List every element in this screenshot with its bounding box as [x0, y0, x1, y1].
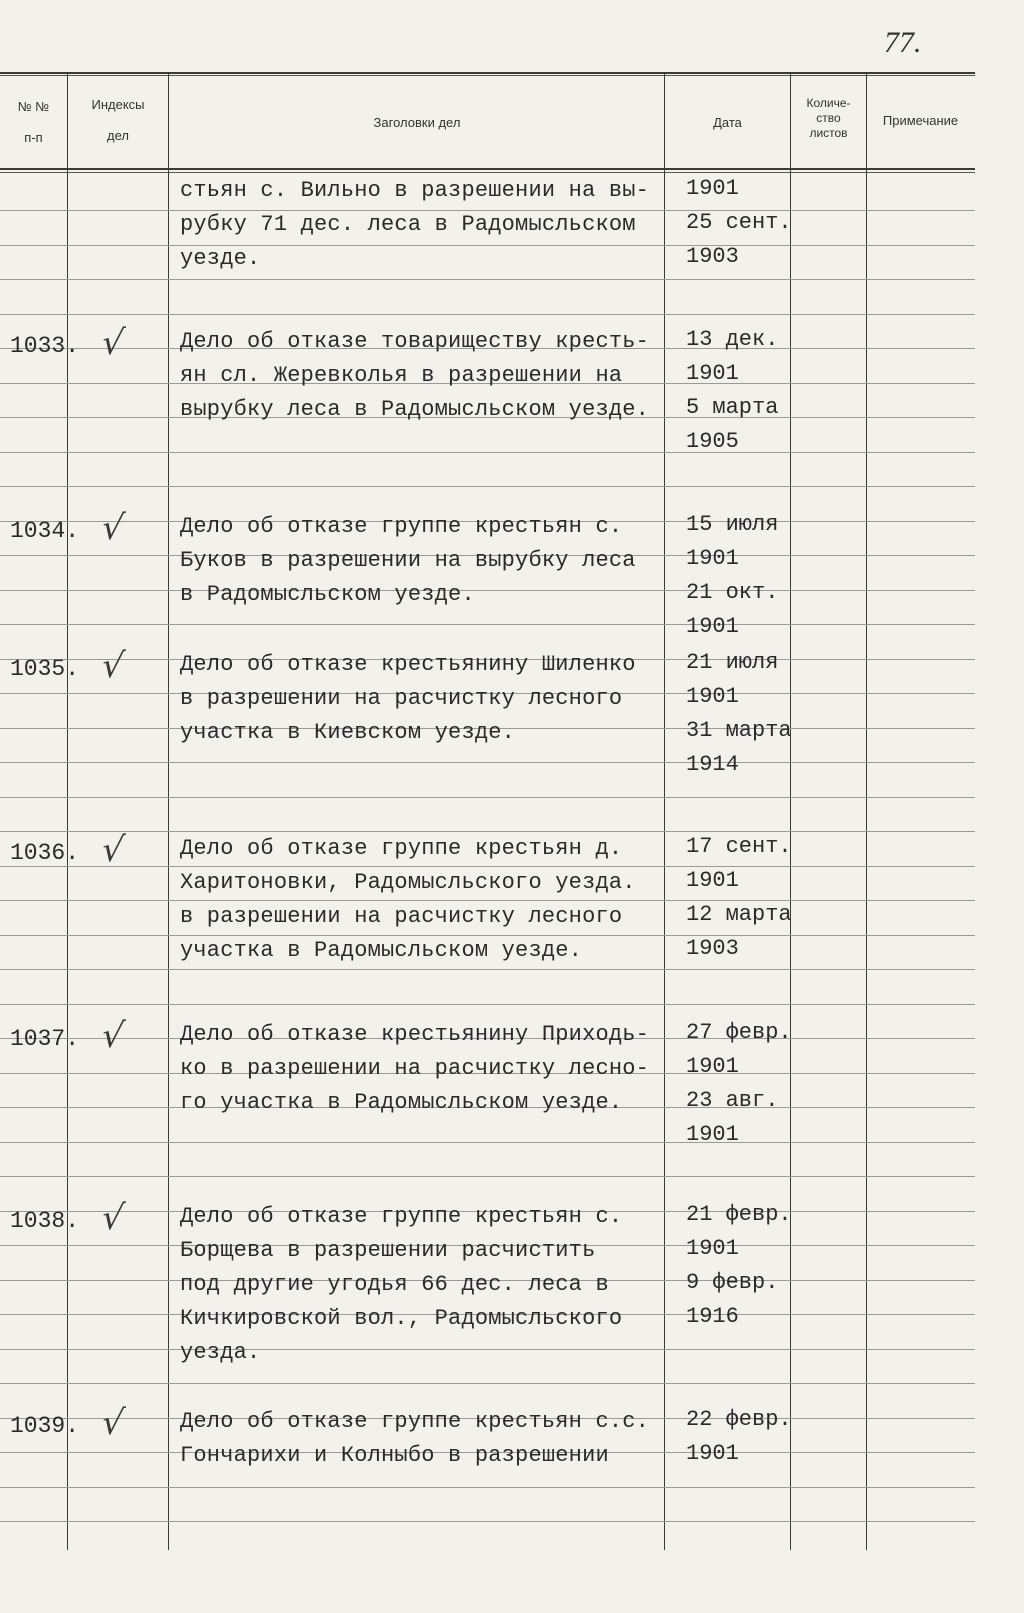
entry-number: 1035. — [10, 656, 80, 682]
entry-number: 1036. — [10, 840, 80, 866]
ruled-line — [0, 1004, 975, 1005]
ruled-line — [0, 1383, 975, 1384]
entry-title-line: под другие угодья 66 дес. леса в — [180, 1272, 609, 1297]
header-sheets — [791, 96, 866, 141]
entry-date: 25 сент. — [686, 210, 792, 235]
checkmark-icon: √ — [99, 646, 127, 686]
ruled-line — [0, 1487, 975, 1488]
checkmark-icon: √ — [99, 830, 127, 870]
header-sheets-line1: Количе- — [806, 96, 851, 110]
entry-title-line: ян сл. Жеревколья в разрешении на — [180, 363, 623, 388]
ruled-line — [0, 245, 975, 246]
header-date: Дата — [713, 115, 742, 130]
ruled-line — [0, 314, 975, 315]
entry-number: 1033. — [10, 333, 80, 359]
ruled-line — [0, 1176, 975, 1177]
entry-title-line: Дело об отказе группе крестьян с. — [180, 514, 623, 539]
entry-title-line: уезда. — [180, 1340, 261, 1365]
ruled-line — [0, 279, 975, 280]
entry-title-line: уезде. — [180, 246, 261, 271]
checkmark-icon: √ — [99, 1403, 127, 1443]
ruled-line — [0, 486, 975, 487]
entry-date: 1901 — [686, 684, 739, 709]
entry-title-line: Дело об отказе группе крестьян д. — [180, 836, 623, 861]
entry-title-line: ко в разрешении на расчистку лесно- — [180, 1056, 650, 1081]
entry-date: 17 сент. — [686, 834, 792, 859]
entry-date: 1901 — [686, 546, 739, 571]
entry-title-line: Борщева в разрешении расчистить — [180, 1238, 596, 1263]
entry-title-line: Дело об отказе группе крестьян с. — [180, 1204, 623, 1229]
entry-date: 1903 — [686, 936, 739, 961]
entry-title-line: Харитоновки, Радомысльского уезда. — [180, 870, 636, 895]
entry-title-line: стьян с. Вильно в разрешении на вы- — [180, 178, 650, 203]
entry-date: 1901 — [686, 614, 739, 639]
entry-date: 21 июля — [686, 650, 779, 675]
header-num — [0, 98, 67, 146]
entry-date: 21 февр. — [686, 1202, 792, 1227]
entry-title-line: Буков в разрешении на вырубку леса — [180, 548, 636, 573]
ruled-line — [0, 1521, 975, 1522]
entry-title-line: участка в Радомысльском уезде. — [180, 938, 583, 963]
ruled-line — [0, 797, 975, 798]
checkmark-icon: √ — [99, 1016, 127, 1056]
ruled-line — [0, 624, 975, 625]
entry-date: 21 окт. — [686, 580, 779, 605]
header-sheets-line2: ство — [816, 111, 841, 125]
entry-title-line: Кичкировской вол., Радомысльского — [180, 1306, 623, 1331]
ruled-line — [0, 590, 975, 591]
entry-date: 5 марта — [686, 395, 779, 420]
entry-title-line: Дело об отказе группе крестьян с.с. — [180, 1409, 650, 1434]
entry-date: 31 марта — [686, 718, 792, 743]
header-index-line2: дел — [107, 128, 129, 143]
entry-date: 22 февр. — [686, 1407, 792, 1432]
ruled-line — [0, 452, 975, 453]
entry-date: 12 марта — [686, 902, 792, 927]
inventory-table — [0, 70, 975, 1550]
entry-date: 1901 — [686, 176, 739, 201]
entry-date: 1901 — [686, 1122, 739, 1147]
entry-date: 1914 — [686, 752, 739, 777]
header-title: Заголовки дел — [373, 115, 461, 130]
page-number: 77. — [884, 26, 922, 59]
entry-title-line: Дело об отказе товариществу кресть- — [180, 329, 650, 354]
entry-date: 1901 — [686, 1441, 739, 1466]
entry-number: 1034. — [10, 518, 80, 544]
entry-title-line: Гончарихи и Колныбо в разрешении — [180, 1443, 609, 1468]
ruled-line — [0, 210, 975, 211]
entry-date: 1916 — [686, 1304, 739, 1329]
ruled-line — [0, 1142, 975, 1143]
ruled-line — [0, 1349, 975, 1350]
ruled-line — [0, 831, 975, 832]
entry-title-line: вырубку леса в Радомысльском уезде. — [180, 397, 650, 422]
entry-title-line: в разрешении на расчистку лесного — [180, 904, 623, 929]
entry-date: 13 дек. — [686, 327, 779, 352]
ruled-line — [0, 762, 975, 763]
header-index — [68, 96, 168, 144]
ruled-line — [0, 969, 975, 970]
entry-title-line: го участка в Радомысльском уезде. — [180, 1090, 623, 1115]
entry-title-line: Дело об отказе крестьянину Приходь- — [180, 1022, 650, 1047]
entry-number: 1038. — [10, 1208, 80, 1234]
entry-title-line: в разрешении на расчистку лесного — [180, 686, 623, 711]
entry-date: 15 июля — [686, 512, 779, 537]
checkmark-icon: √ — [99, 323, 127, 363]
entry-date: 1903 — [686, 244, 739, 269]
header-num-line2: п-п — [24, 130, 43, 145]
entry-date: 9 февр. — [686, 1270, 779, 1295]
entry-date: 23 авг. — [686, 1088, 779, 1113]
ruled-line — [0, 866, 975, 867]
header-sheets-line3: листов — [809, 126, 848, 140]
entry-date: 1901 — [686, 1236, 739, 1261]
header-index-line1: Индексы — [91, 97, 145, 112]
entry-title-line: участка в Киевском уезде. — [180, 720, 516, 745]
checkmark-icon: √ — [99, 508, 127, 548]
entry-date: 1901 — [686, 361, 739, 386]
entry-title-line: рубку 71 дес. леса в Радомысльском — [180, 212, 636, 237]
ruled-line — [0, 935, 975, 936]
entry-title-line: в Радомысльском уезде. — [180, 582, 475, 607]
entry-date: 27 февр. — [686, 1020, 792, 1045]
entry-title-line: Дело об отказе крестьянину Шиленко — [180, 652, 636, 677]
checkmark-icon: √ — [99, 1198, 127, 1238]
entry-number: 1037. — [10, 1026, 80, 1052]
entry-date: 1901 — [686, 1054, 739, 1079]
header-num-line1: № № — [17, 99, 50, 114]
entry-date: 1901 — [686, 868, 739, 893]
ruled-line — [0, 900, 975, 901]
entry-date: 1905 — [686, 429, 739, 454]
entry-number: 1039. — [10, 1413, 80, 1439]
header-note: Примечание — [882, 113, 959, 128]
